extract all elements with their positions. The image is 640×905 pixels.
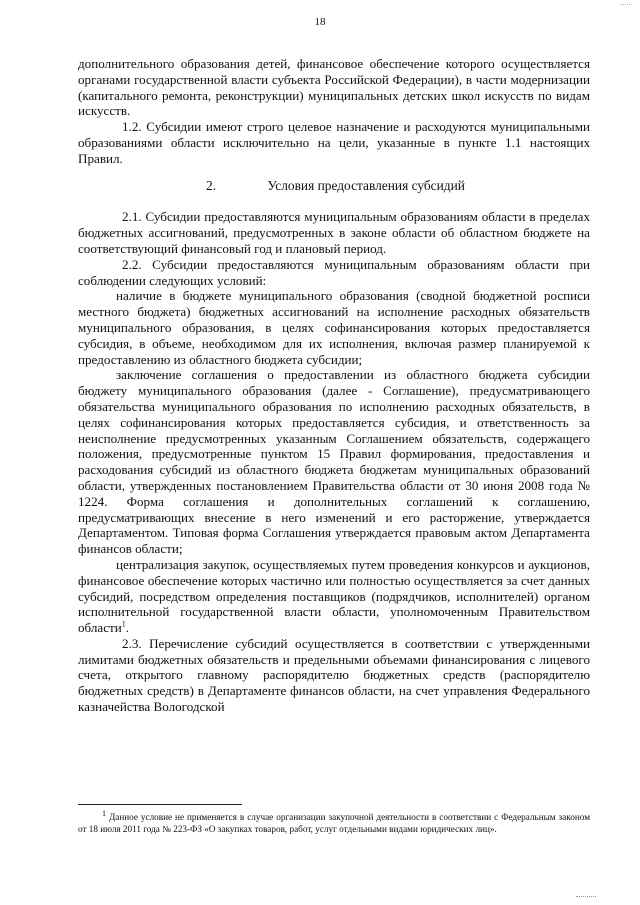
section-number: 2. — [206, 177, 217, 193]
condition-procurement-text: централизация закупок, осуществляемых путем проведения конкурсов и аукционов, финансовое обеспечение которых частично или полностью осуществляется за счет данных субсидий, посредством определения поставщиков (подрядчиков, исполнителей) органом исполнительной государственной власти области, уполномоченным Правительством области — [78, 556, 590, 636]
condition-procurement — [78, 557, 590, 636]
condition-agreement: заключение соглашения о предоставлении из областного бюджета субсидии бюджету муниципального образования (далее - Соглашение), предусматривающего обязательства муниципального образования по исполнению расходных обязательств, в целях софинансирования которых предоставляется субсидия, и ответственность за неисполнение предусмотренных указанным Соглашением обязательств, содержащего положения, предусмотренные пунктом 15 Правил формирования, предоставления и расходования субсидий из областного бюджета бюджетам муниципальных образований области, утвержденных постановлением Правительства области от 30 июня 2008 года № 1224. Форма соглашения и дополнительных соглашений к соглашению, предусматривающих внесение в него изменений и его расторжение, утверждается Департаментом. Типовая форма Соглашения утверждается правовым актом Департамента финансов области; — [78, 367, 590, 557]
document-body — [78, 56, 590, 715]
paragraph-2-1: 2.1. Субсидии предоставляются муниципальным образованиям области в пределах бюджетных ассигнований, предусмотренных в законе области об областном бюджете на соответствующий финансовый год и плановый период. — [78, 209, 590, 256]
paragraph-continued: дополнительного образования детей, финансовое обеспечение которого осуществляется органами государственной власти субъекта Российской Федерации), в части модернизации (капитального ремонта, реконструкции) муниципальных детских школ искусств по видам искусств. — [78, 56, 590, 119]
paragraph-2-2: 2.2. Субсидии предоставляются муниципальным образованиям области при соблюдении следующих условий: — [78, 256, 590, 288]
section-heading — [78, 178, 590, 194]
paragraph-2-3: 2.3. Перечисление субсидий осуществляется в соответствии с утвержденными лимитами бюджетных обязательств и предельными объемами финансирования с лицевого счета, открытого главному распорядителю бюджетных средств (распорядителю бюджетных средств) в Департаменте финансов области, на счет управления Федерального казначейства Вологодской — [78, 635, 590, 715]
footnote-reference: 1 — [121, 619, 126, 629]
paragraph-1-2: 1.2. Субсидии имеют строго целевое назначение и расходуются муниципальными образованиями области исключительно на цели, указанные в пункте 1.1 настоящих Правил. — [78, 119, 590, 166]
condition-budget: наличие в бюджете муниципального образования (сводной бюджетной росписи местного бюджета) бюджетных ассигнований на исполнение расходных обязательств муниципального образования, в целях софинансирования которых предоставляется субсидия, в объеме, необходимом для их исполнения, включая размер планируемой к предоставлению из областного бюджета субсидии; — [78, 288, 590, 367]
footnote-divider — [78, 804, 242, 805]
scan-mark — [620, 0, 632, 5]
condition-procurement-end: . — [125, 620, 130, 636]
footnote-text: Данное условие не применяется в случае организации закупочной деятельности в соответствии с Федеральным законом от 18 июля 2011 года № 223-ФЗ «О закупках товаров, работ, услуг отдельными видами юридических лиц». — [78, 812, 591, 834]
footnote-mark: 1 — [102, 808, 106, 818]
scan-mark-bottom — [576, 892, 596, 897]
page-number: 18 — [314, 16, 326, 28]
section-title: Условия предоставления субсидий — [267, 177, 465, 193]
footnote — [78, 808, 591, 835]
